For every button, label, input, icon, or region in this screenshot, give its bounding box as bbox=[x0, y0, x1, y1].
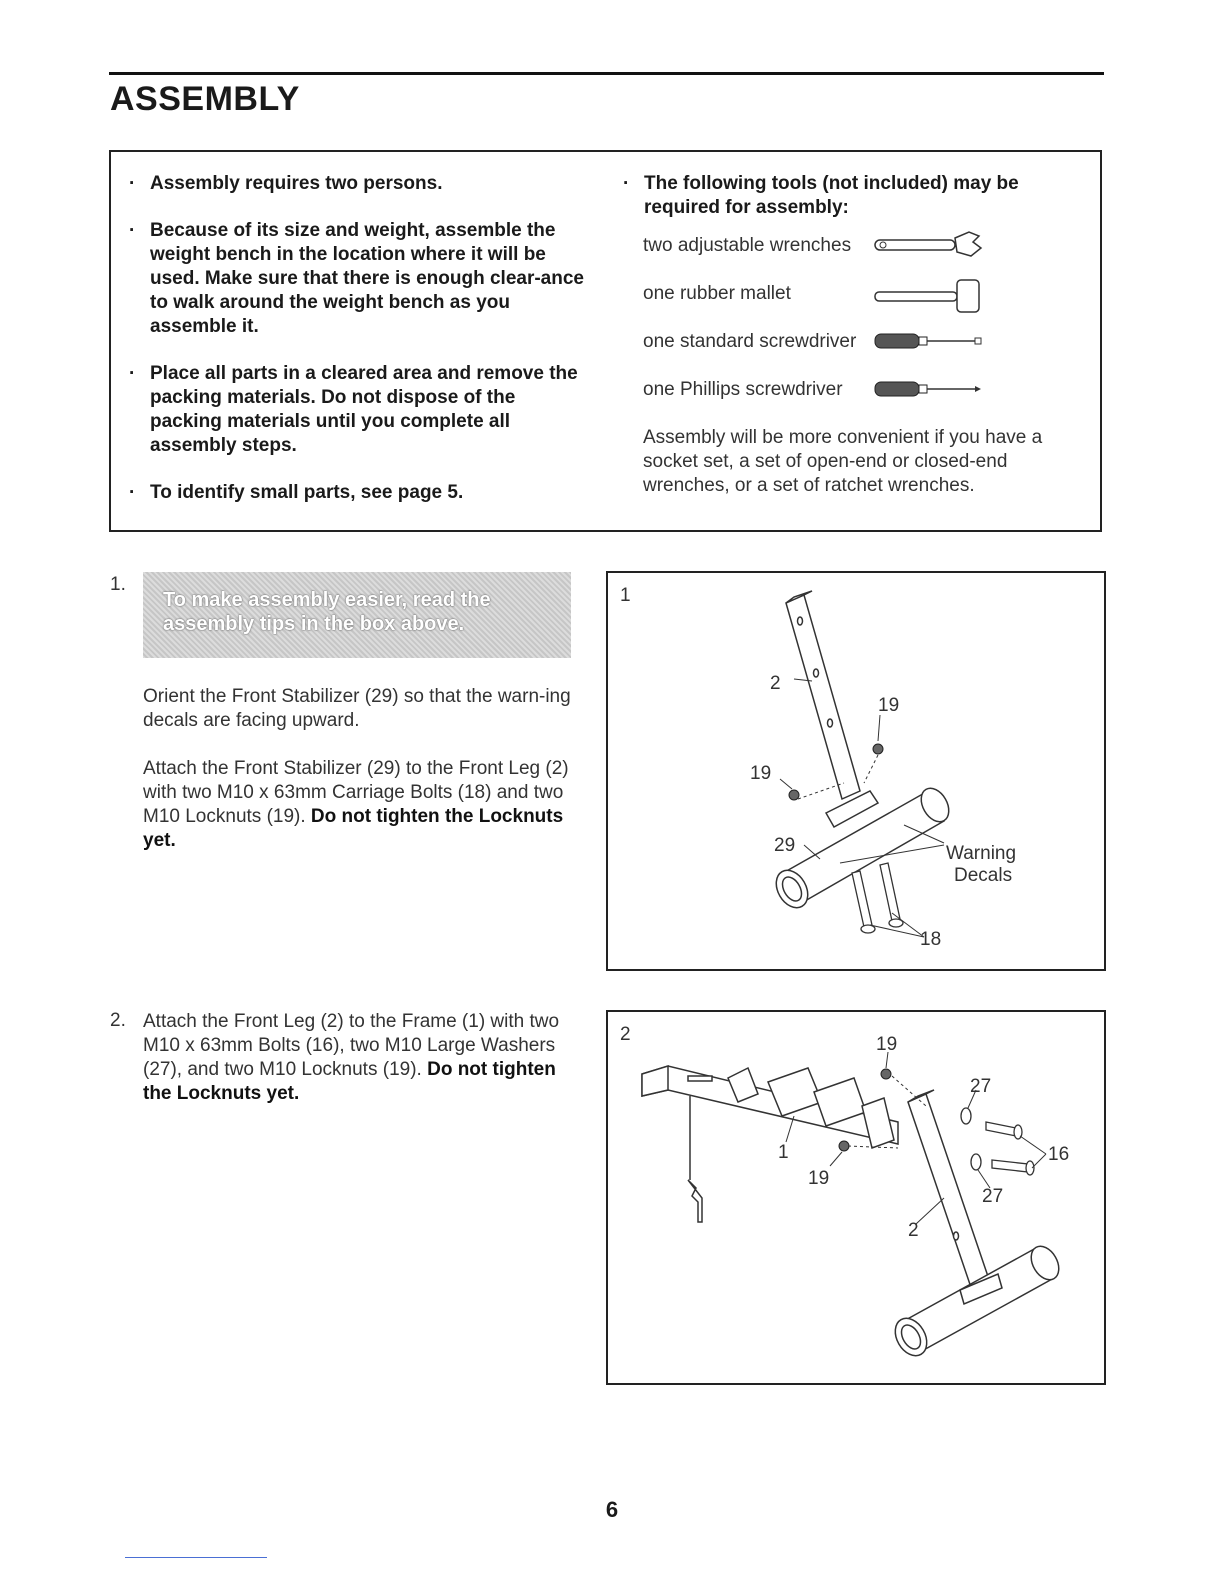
callout-label: 16 bbox=[1048, 1144, 1070, 1165]
bolts-part bbox=[961, 1108, 1034, 1175]
carriage-bolts-part bbox=[852, 863, 903, 933]
callout-label: 27 bbox=[982, 1186, 1004, 1207]
step-1-paragraph: Orient the Front Stabilizer (29) so that the warn-ing decals are facing upward. bbox=[143, 686, 571, 731]
step-text: Attach the Front Stabilizer (29) to the Front Leg (2) with two M10 x 63mm Carriage Bolts (18) and two M10 Locknuts (19). bbox=[143, 758, 569, 827]
tool-label: two adjustable wrenches bbox=[643, 235, 852, 256]
step-number: 1. bbox=[110, 574, 126, 595]
figure-number: 1 bbox=[620, 585, 631, 606]
page-number: 6 bbox=[605, 1497, 619, 1522]
callout-label: Decals bbox=[954, 865, 1013, 886]
tool-label: one standard screwdriver bbox=[643, 331, 857, 352]
step-warning: Do not tighten the Locknuts yet. bbox=[143, 1059, 556, 1104]
callout-label: 18 bbox=[920, 929, 942, 950]
step-warning: Do not tighten the Locknuts yet. bbox=[143, 806, 564, 851]
step-number: 2. bbox=[110, 1010, 126, 1031]
callout-label: 1 bbox=[778, 1142, 789, 1163]
callout-label: 19 bbox=[876, 1034, 898, 1055]
tip-item: · Place all parts in a cleared area and remove the packing materials. Do not dispose of the packing materials until you complete all assembly steps. bbox=[129, 362, 584, 458]
callout-label: 29 bbox=[774, 835, 796, 856]
tip-callout bbox=[143, 572, 571, 658]
figure-1 bbox=[606, 571, 1106, 971]
callout-label: 19 bbox=[808, 1168, 830, 1189]
tool-item-phillips-screwdriver bbox=[623, 378, 1088, 426]
callout-text: To make assembly easier, read the assembly tips in the box above. bbox=[163, 589, 491, 635]
callout-label: 19 bbox=[750, 763, 772, 784]
header-rule bbox=[109, 72, 1104, 75]
tool-item-mallet bbox=[623, 282, 1088, 330]
step-2-paragraph bbox=[143, 1010, 563, 1106]
tip-item: · Because of its size and weight, assemble the weight bench in the location where it will be used. Make sure that there is enough clear-ance to walk around the weight bench as you assemble it. bbox=[129, 219, 584, 339]
tools-note: Assembly will be more convenient if you have a socket set, a set of open-end or closed-end wrenches, or a set of ratchet wrenches. bbox=[643, 427, 1043, 496]
pull-pin-part bbox=[688, 1096, 702, 1222]
figure-1-drawing bbox=[608, 573, 1104, 969]
figure-number: 2 bbox=[620, 1024, 631, 1045]
rubber-mallet-icon bbox=[871, 276, 991, 316]
tool-item-wrench bbox=[623, 234, 1088, 282]
adjustable-wrench-icon bbox=[871, 228, 991, 262]
phillips-screwdriver-icon bbox=[871, 372, 991, 406]
step-1-paragraph bbox=[143, 757, 573, 853]
leader-lines bbox=[786, 1052, 1046, 1224]
tip-item: · To identify small parts, see page 5. bbox=[129, 481, 584, 505]
standard-screwdriver-icon bbox=[871, 324, 991, 358]
tool-label: one rubber mallet bbox=[643, 283, 791, 304]
callout-label: 27 bbox=[970, 1076, 992, 1097]
tools-section bbox=[623, 172, 1088, 498]
callout-label: Warning bbox=[946, 843, 1017, 864]
assembly-tips-box bbox=[109, 150, 1102, 532]
tool-label: one Phillips screwdriver bbox=[643, 379, 843, 400]
footer-underline bbox=[125, 1557, 267, 1558]
tip-item: · Assembly requires two persons. bbox=[129, 172, 584, 196]
callout-label: 2 bbox=[908, 1220, 919, 1241]
frame-part bbox=[642, 1066, 898, 1148]
tool-item-standard-screwdriver bbox=[623, 330, 1088, 378]
tips-list bbox=[129, 172, 584, 528]
callout-label: 2 bbox=[770, 673, 781, 694]
page-title: ASSEMBLY bbox=[110, 80, 300, 118]
tools-heading: · The following tools (not included) may be required for assembly: bbox=[623, 172, 1088, 220]
callout-label: 19 bbox=[878, 695, 900, 716]
step-text: Attach the Front Leg (2) to the Frame (1) with two M10 x 63mm Bolts (16), two M10 Large Washers (27), and two M10 Locknuts (19). bbox=[143, 1011, 560, 1080]
front-leg-part bbox=[786, 591, 860, 799]
figure-2-drawing bbox=[608, 1012, 1104, 1383]
figure-2 bbox=[606, 1010, 1106, 1385]
